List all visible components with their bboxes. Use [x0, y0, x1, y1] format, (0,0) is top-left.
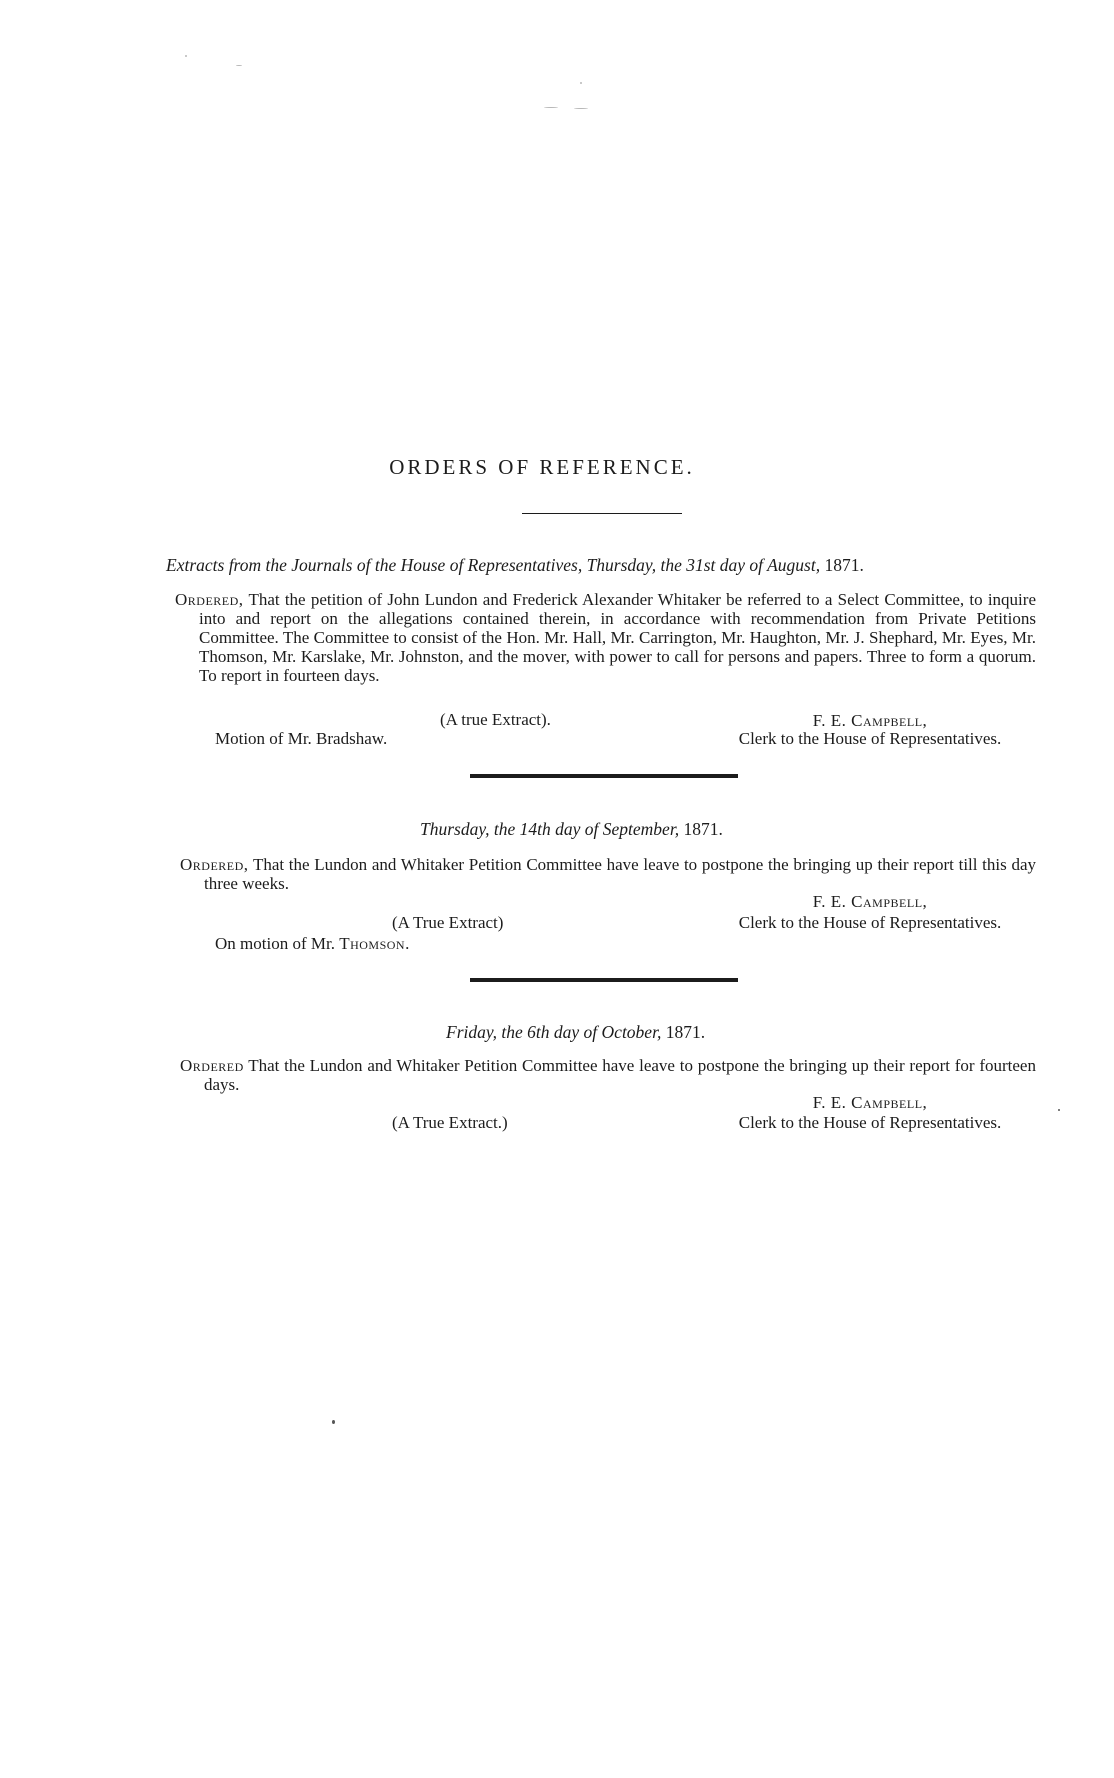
section-1-heading	[166, 555, 864, 576]
motion-prefix: On motion of Mr.	[215, 934, 335, 953]
title-rule	[522, 513, 682, 514]
section-2-heading-year: 1871.	[683, 819, 723, 839]
section-2-heading-text: Thursday, the 14th day of September,	[420, 819, 680, 839]
section-1-clerk-title: Clerk to the House of Representatives.	[738, 729, 1002, 748]
motion-name: Thomson.	[339, 934, 410, 953]
clerk-name: F. E. Campbell,	[812, 711, 928, 730]
section-1-motion: Motion of Mr. Bradshaw.	[215, 729, 388, 748]
section-2-clerk-name	[690, 892, 1050, 912]
scan-speck	[580, 82, 582, 84]
section-divider	[470, 774, 738, 778]
section-1-heading-year: 1871.	[824, 555, 864, 575]
section-3-body: That the Lundon and Whitaker Petition Committee have leave to postpone the bringing up their report for fourteen days.	[204, 1056, 1036, 1094]
ordered-label: Ordered,	[180, 855, 249, 874]
section-divider	[470, 978, 738, 982]
scan-speck	[185, 55, 187, 57]
scan-speck	[544, 107, 558, 108]
scan-speck	[332, 1420, 335, 1424]
section-2-true-extract: (A True Extract)	[392, 913, 504, 932]
section-2-heading	[420, 819, 723, 840]
ordered-label: Ordered	[180, 1056, 244, 1075]
ordered-label: Ordered,	[175, 590, 244, 609]
scan-speck	[236, 65, 242, 66]
section-1-clerk-name	[690, 711, 1050, 731]
section-3-clerk-title: Clerk to the House of Representatives.	[738, 1113, 1002, 1132]
section-3-true-extract: (A True Extract.)	[392, 1113, 508, 1132]
section-3-order	[180, 1056, 1036, 1094]
section-2-order	[180, 855, 1036, 893]
scan-speck	[1058, 1109, 1060, 1111]
section-1-order	[175, 590, 1036, 685]
clerk-name: F. E. Campbell,	[812, 1093, 928, 1112]
section-2-clerk-title: Clerk to the House of Representatives.	[738, 913, 1002, 932]
page-title: ORDERS OF REFERENCE.	[389, 455, 695, 479]
section-1-body: That the petition of John Lundon and Frederick Alexander Whitaker be referred to a Select Committee, to inquire into and report on the allegations contained therein, in accordance with recommendation from Private Petitions Committee. The Committee to consist of the Hon. Mr. Hall, Mr. Carrington, Mr. Haughton, Mr. J. Shephard, Mr. Eyes, Mr. Thomson, Mr. Karslake, Mr. Johnston, and the mover, with power to call for persons and papers. Three to form a quorum. To report in fourteen days.	[199, 590, 1036, 685]
section-3-heading-year: 1871.	[665, 1022, 706, 1042]
section-1-heading-text: Extracts from the Journals of the House of Representatives, Thursday, the 31st day of August,	[166, 555, 821, 575]
section-1-true-extract: (A true Extract).	[440, 710, 551, 729]
section-3-heading-text: Friday, the 6th day of October,	[446, 1022, 662, 1042]
section-2-body: That the Lundon and Whitaker Petition Committee have leave to postpone the bringing up their report till this day three weeks.	[204, 855, 1036, 893]
section-3-heading	[446, 1022, 705, 1043]
section-3-clerk-name	[690, 1093, 1050, 1113]
clerk-name: F. E. Campbell,	[812, 892, 928, 911]
scan-speck	[574, 108, 588, 109]
section-2-motion	[215, 934, 410, 954]
